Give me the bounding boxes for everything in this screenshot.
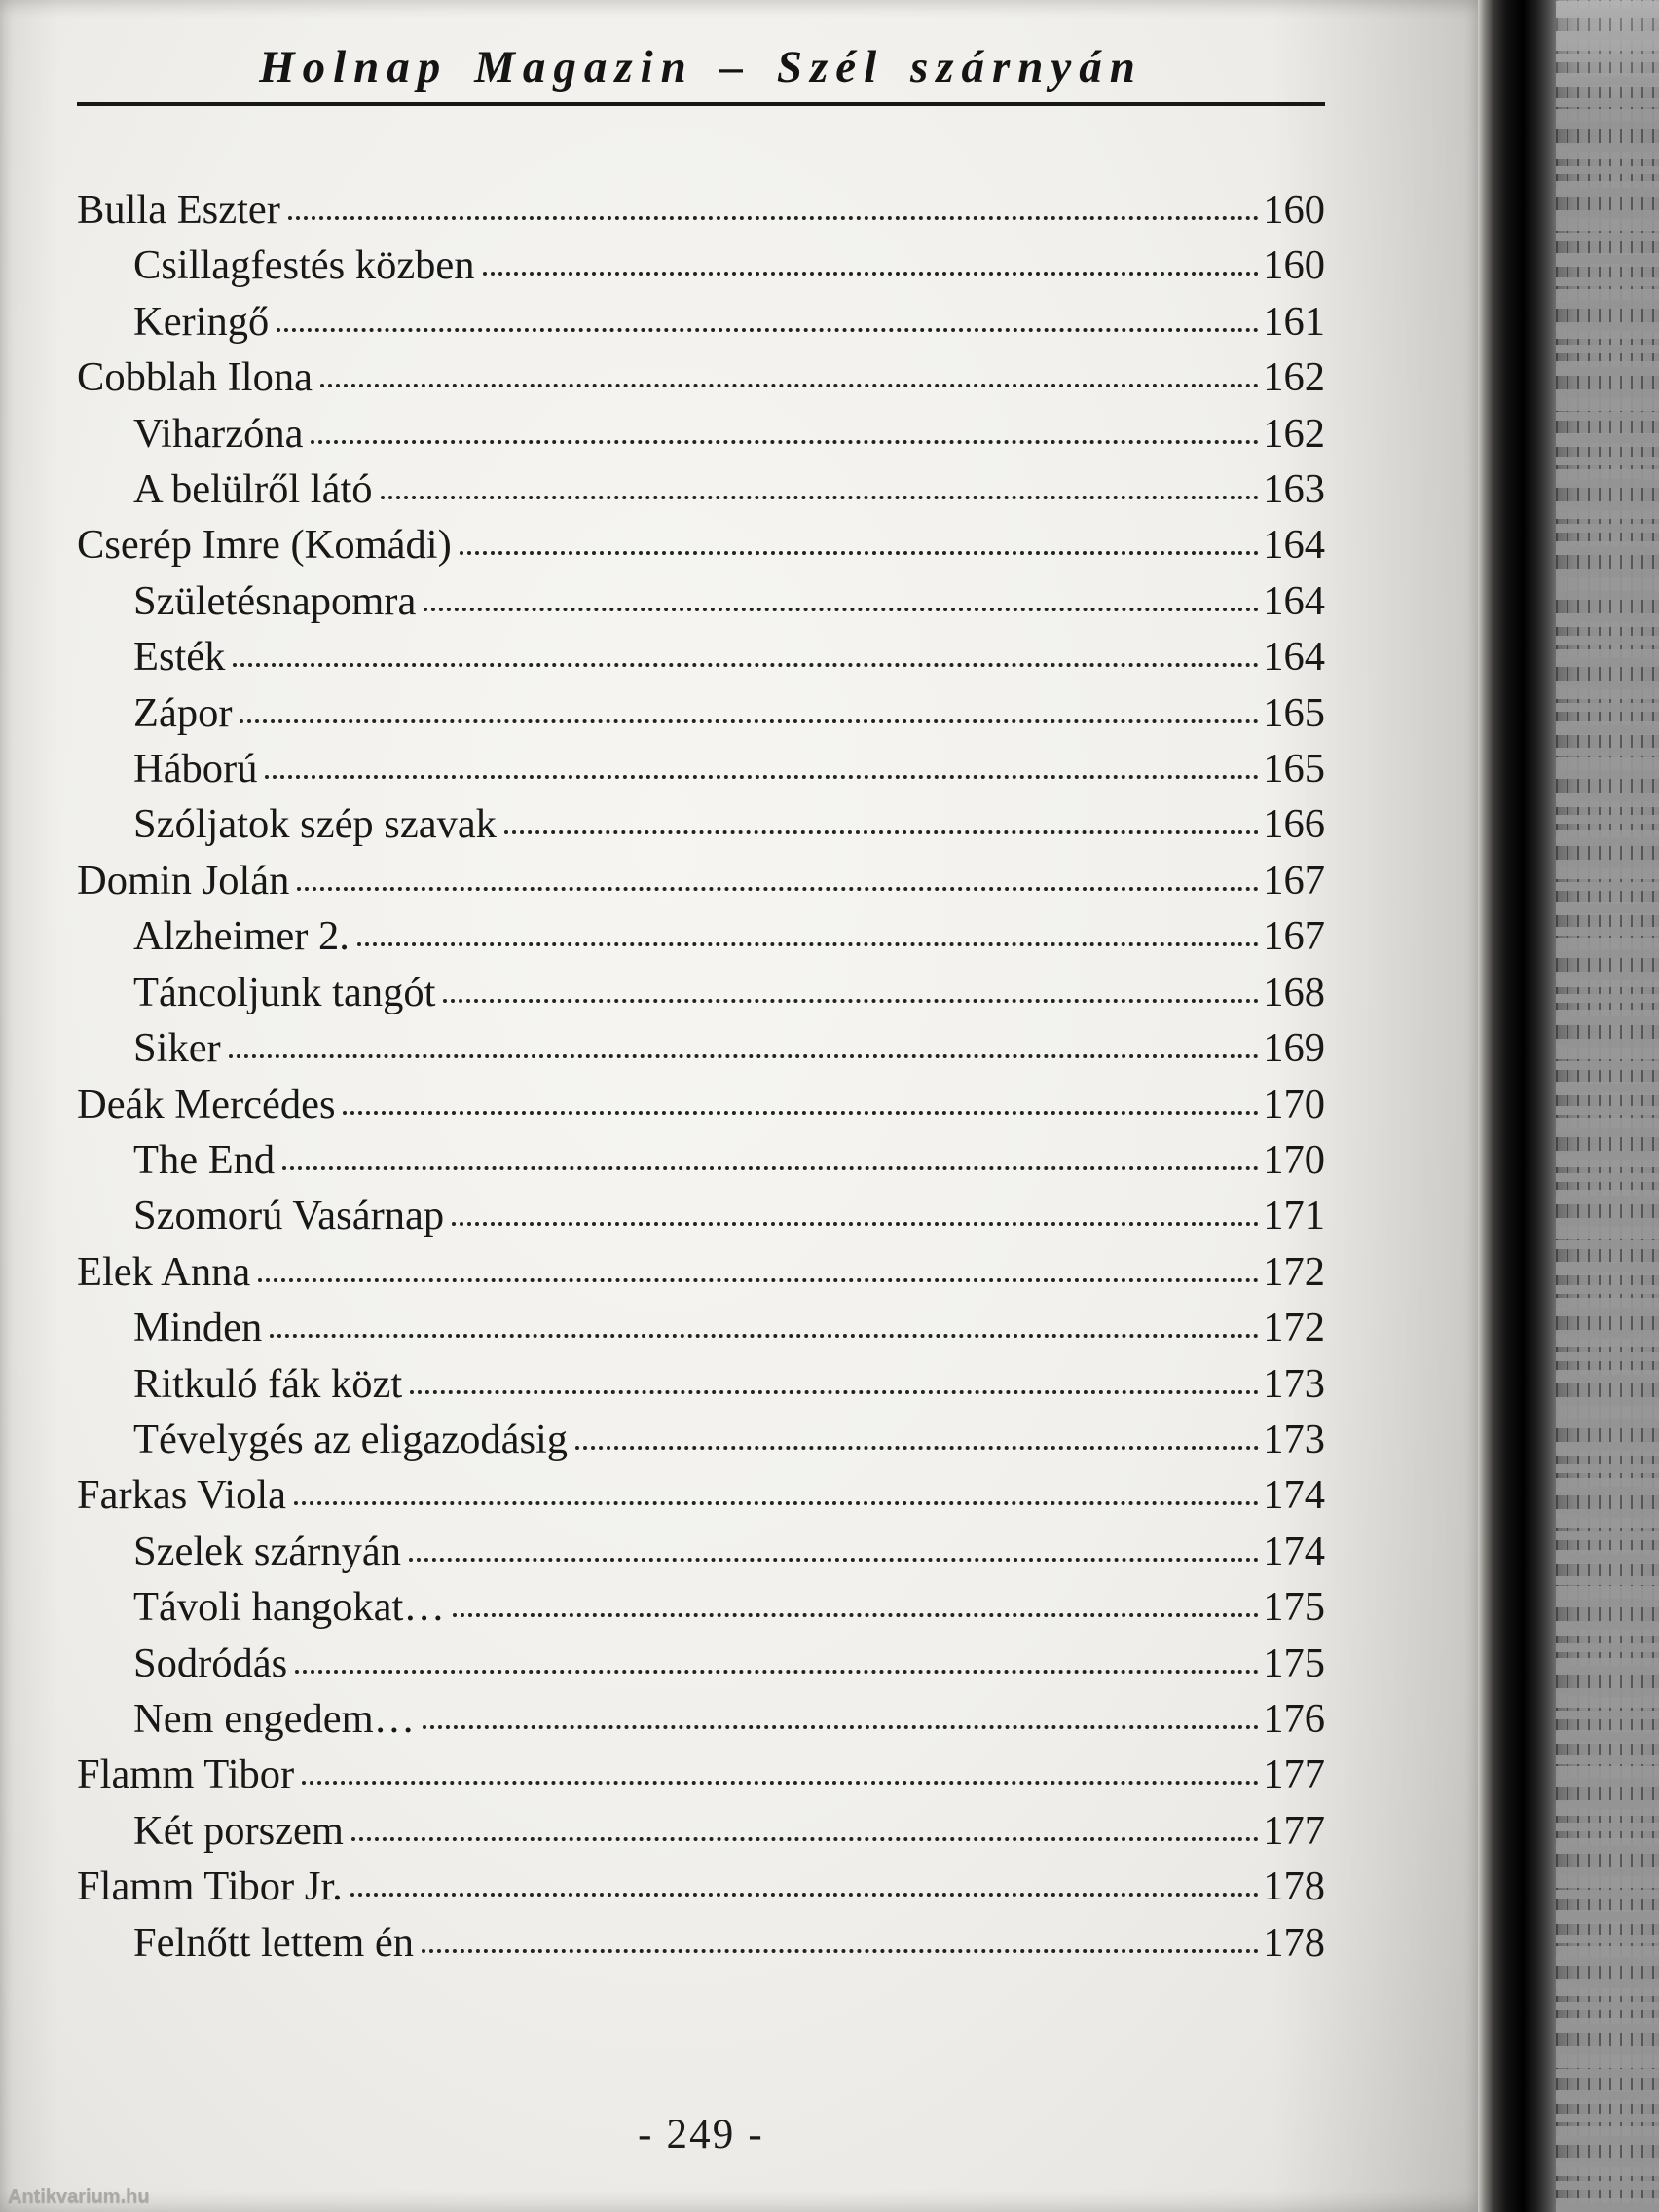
toc-entry xyxy=(77,1747,1325,1802)
dot-leader xyxy=(575,1446,1259,1450)
dot-leader xyxy=(424,608,1259,611)
toc-entry xyxy=(133,629,1325,684)
dot-leader xyxy=(288,216,1259,220)
toc-entry-label: Farkas Viola xyxy=(77,1472,287,1519)
toc-entry-label: Siker xyxy=(133,1025,221,1072)
toc-entry-page: 164 xyxy=(1263,577,1325,624)
toc-entry xyxy=(133,1020,1325,1076)
toc-entry-label: Sodródás xyxy=(133,1640,288,1686)
dot-leader xyxy=(295,1670,1259,1674)
toc-entry-page: 169 xyxy=(1263,1025,1325,1072)
toc-entry-page: 165 xyxy=(1263,689,1325,736)
dot-leader xyxy=(443,999,1259,1003)
footer-page-number: - 249 - xyxy=(638,2112,764,2157)
toc-entry-page: 178 xyxy=(1263,1919,1325,1966)
toc-entry-page: 172 xyxy=(1263,1248,1325,1295)
toc-entry xyxy=(133,1691,1325,1747)
dot-leader xyxy=(240,719,1259,723)
toc-entry-label: Domin Jolán xyxy=(77,857,290,903)
toc-entry-label: Szelek szárnyán xyxy=(133,1528,401,1574)
toc-entry xyxy=(133,1188,1325,1243)
toc-entry-page: 160 xyxy=(1263,187,1325,233)
toc-entry-label: Két porszem xyxy=(133,1807,344,1854)
dot-leader xyxy=(343,1111,1259,1115)
toc-entry-page: 170 xyxy=(1263,1136,1325,1183)
toc-entry xyxy=(77,1077,1325,1132)
toc-entry-label: Tévelygés az eligazodásig xyxy=(133,1416,569,1462)
toc-entry-page: 178 xyxy=(1263,1863,1325,1910)
dot-leader xyxy=(504,830,1259,834)
dot-leader xyxy=(311,440,1259,444)
toc-entry-page: 177 xyxy=(1263,1751,1325,1798)
dot-leader xyxy=(381,496,1260,499)
toc-entry xyxy=(77,517,1325,572)
toc-entry xyxy=(133,294,1325,350)
toc-entry-page: 161 xyxy=(1263,298,1325,345)
toc-entry-label: Szóljatok szép szavak xyxy=(133,801,497,848)
dot-leader xyxy=(297,887,1259,891)
toc-entry-label: Flamm Tibor Jr. xyxy=(77,1863,343,1910)
toc-entry xyxy=(133,908,1325,964)
dot-leader xyxy=(270,1334,1259,1338)
toc-entry xyxy=(133,1132,1325,1188)
toc-entry-label: Táncoljunk tangót xyxy=(133,969,436,1015)
toc-entry-label: Csillagfestés közben xyxy=(133,242,475,289)
toc-entry xyxy=(77,182,1325,238)
toc-entry-page: 173 xyxy=(1263,1416,1325,1462)
toc-entry-label: Felnőtt lettem én xyxy=(133,1919,414,1966)
page-content xyxy=(77,0,1325,2212)
header-rule xyxy=(77,102,1325,106)
dot-leader xyxy=(294,1501,1259,1505)
toc-entry-label: The End xyxy=(133,1136,276,1183)
toc-entry xyxy=(133,1300,1325,1355)
toc-entry xyxy=(77,853,1325,908)
toc-entry-page: 175 xyxy=(1263,1584,1325,1631)
toc-entry-page: 160 xyxy=(1263,242,1325,289)
toc-entry-page: 164 xyxy=(1263,522,1325,569)
toc-entry xyxy=(133,965,1325,1020)
toc-entry-label: Minden xyxy=(133,1305,263,1351)
toc-entry-label: Deák Mercédes xyxy=(77,1081,336,1127)
toc-entry xyxy=(133,796,1325,852)
toc-entry xyxy=(133,406,1325,461)
toc-entry-page: 162 xyxy=(1263,354,1325,401)
toc-entry-page: 172 xyxy=(1263,1305,1325,1351)
toc-entry xyxy=(133,573,1325,629)
toc-entry-page: 165 xyxy=(1263,746,1325,793)
toc-entry-label: Háború xyxy=(133,746,258,793)
toc-entry xyxy=(133,685,1325,741)
dot-leader xyxy=(351,1837,1259,1841)
toc-entry xyxy=(133,741,1325,796)
dot-leader xyxy=(320,384,1259,387)
dot-leader xyxy=(276,328,1259,332)
toc-entry-label: Szomorú Vasárnap xyxy=(133,1193,445,1239)
dot-leader xyxy=(483,272,1260,276)
toc-entry xyxy=(77,1467,1325,1523)
toc-entry-page: 170 xyxy=(1263,1081,1325,1127)
dot-leader xyxy=(233,663,1259,667)
toc-entry-label: Cobblah Ilona xyxy=(77,354,313,401)
toc-entry xyxy=(133,1524,1325,1579)
dot-leader xyxy=(452,1222,1259,1226)
toc-entry-label: Alzheimer 2. xyxy=(133,913,350,960)
toc-entry-page: 177 xyxy=(1263,1807,1325,1854)
toc-entry-page: 174 xyxy=(1263,1528,1325,1574)
dot-leader xyxy=(409,1558,1259,1562)
toc-entry-page: 166 xyxy=(1263,801,1325,848)
toc-entry-label: Zápor xyxy=(133,689,233,736)
toc-entry-label: Elek Anna xyxy=(77,1248,251,1295)
toc-entry-label: Távoli hangokat… xyxy=(133,1584,445,1631)
dot-leader xyxy=(282,1166,1259,1170)
toc-entry-page: 162 xyxy=(1263,410,1325,457)
toc-entry xyxy=(133,1356,1325,1412)
toc-entry-label: Születésnapomra xyxy=(133,577,417,624)
toc-entry xyxy=(133,1412,1325,1467)
toc-entry xyxy=(133,461,1325,517)
toc-entry-page: 171 xyxy=(1263,1193,1325,1239)
toc-entry-label: Cserép Imre (Komádi) xyxy=(77,522,452,569)
book-spine xyxy=(1478,0,1556,2212)
toc-entry xyxy=(77,1859,1325,1914)
toc-entry xyxy=(77,350,1325,405)
toc-entry xyxy=(77,1244,1325,1300)
page-header xyxy=(77,0,1325,106)
toc-entry-page: 173 xyxy=(1263,1360,1325,1407)
toc-entry-page: 175 xyxy=(1263,1640,1325,1686)
dot-leader xyxy=(460,551,1260,555)
toc-entry-label: A belülről látó xyxy=(133,466,373,513)
toc-entry xyxy=(133,1915,1325,1971)
toc-entry-page: 174 xyxy=(1263,1472,1325,1519)
toc-entry-label: Flamm Tibor xyxy=(77,1751,295,1798)
toc-entry-page: 163 xyxy=(1263,466,1325,513)
toc-entry-label: Viharzóna xyxy=(133,410,304,457)
toc-entry-label: Keringő xyxy=(133,298,270,345)
dot-leader xyxy=(423,1725,1259,1729)
toc-entry xyxy=(133,1579,1325,1635)
toc-entry-page: 167 xyxy=(1263,857,1325,903)
toc-entry-label: Esték xyxy=(133,634,226,681)
page-edge-texture xyxy=(1556,0,1659,2212)
dot-leader xyxy=(357,942,1259,946)
toc-entry-page: 168 xyxy=(1263,969,1325,1015)
toc-entry-label: Bulla Eszter xyxy=(77,187,280,233)
toc-entry xyxy=(133,1636,1325,1691)
toc-entry xyxy=(133,1803,1325,1859)
dot-leader xyxy=(422,1949,1259,1953)
toc-entry-label: Nem engedem… xyxy=(133,1695,416,1742)
header-title: Holnap Magazin – Szél szárnyán xyxy=(259,42,1143,92)
toc-entry-label: Ritkuló fák közt xyxy=(133,1360,403,1407)
dot-leader xyxy=(258,1278,1259,1282)
watermark: Antikvarium.hu xyxy=(8,2186,150,2207)
toc-entry-page: 167 xyxy=(1263,913,1325,960)
toc-entry-page: 164 xyxy=(1263,634,1325,681)
dot-leader xyxy=(453,1613,1259,1617)
toc-entry xyxy=(133,238,1325,293)
dot-leader xyxy=(302,1781,1259,1785)
dot-leader xyxy=(350,1893,1259,1897)
toc-entry-page: 176 xyxy=(1263,1695,1325,1742)
dot-leader xyxy=(410,1390,1259,1394)
dot-leader xyxy=(265,775,1259,779)
toc-list xyxy=(77,182,1325,1971)
dot-leader xyxy=(229,1054,1260,1058)
